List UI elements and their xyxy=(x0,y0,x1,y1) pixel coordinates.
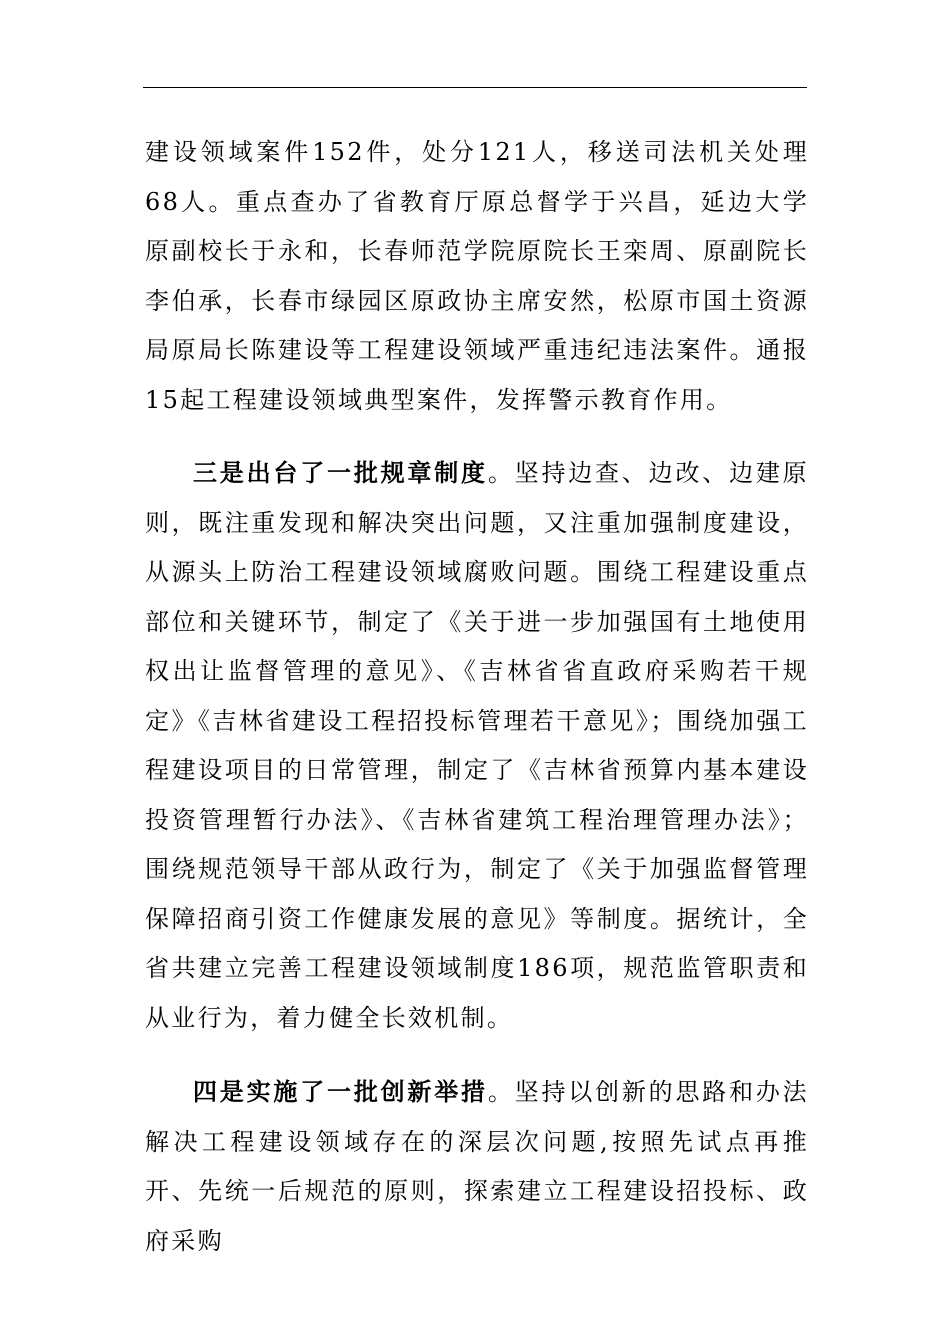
paragraph-2-text: 。坚持边查、边改、边建原则，既注重发现和解决突出问题，又注重加强制度建设，从源头上防治工程建设领域腐败问题。围绕工程建设重点部位和关键环节，制定了《关于进一步加强国有土地使用权出让监督管理的意见》、《吉林省省直政府采购若干规定》《吉林省建设工程招投标管理若干意见》；围绕加强工程建设项目的日常管理，制定了《吉林省预算内基本建设投资管理暂行办法》、《吉林省建筑工程治理管理办法》；围绕规范领导干部从政行为，制定了《关于加强监督管理保障招商引资工作健康发展的意见》等制度。据统计，全省共建立完善工程建设领域制度186项，规范监管职责和从业行为，着力健全长效机制。 xyxy=(145,459,809,1032)
paragraph-3 xyxy=(145,1067,809,1266)
paragraph-2 xyxy=(145,448,809,1043)
paragraph-2-lead: 三是出台了一批规章制度 xyxy=(193,458,488,487)
paragraph-3-lead: 四是实施了一批创新举措 xyxy=(193,1077,488,1106)
header-rule xyxy=(143,87,807,88)
paragraph-1 xyxy=(145,128,809,425)
paragraph-3-text: 。坚持以创新的思路和办法解决工程建设领域存在的深层次问题,按照先试点再推开、先统一后规范的原则，探索建立工程建设招投标、政府采购 xyxy=(145,1078,809,1255)
paragraph-1-text: 建设领域案件152件，处分121人，移送司法机关处理68人。重点查办了省教育厅原总督学于兴昌，延边大学原副校长于永和，长春师范学院原院长王栾周、原副院长李伯承，长春市绿园区原政协主席安然，松原市国土资源局原局长陈建设等工程建设领域严重违纪违法案件。通报15起工程建设领域典型案件，发挥警示教育作用。 xyxy=(145,138,809,414)
